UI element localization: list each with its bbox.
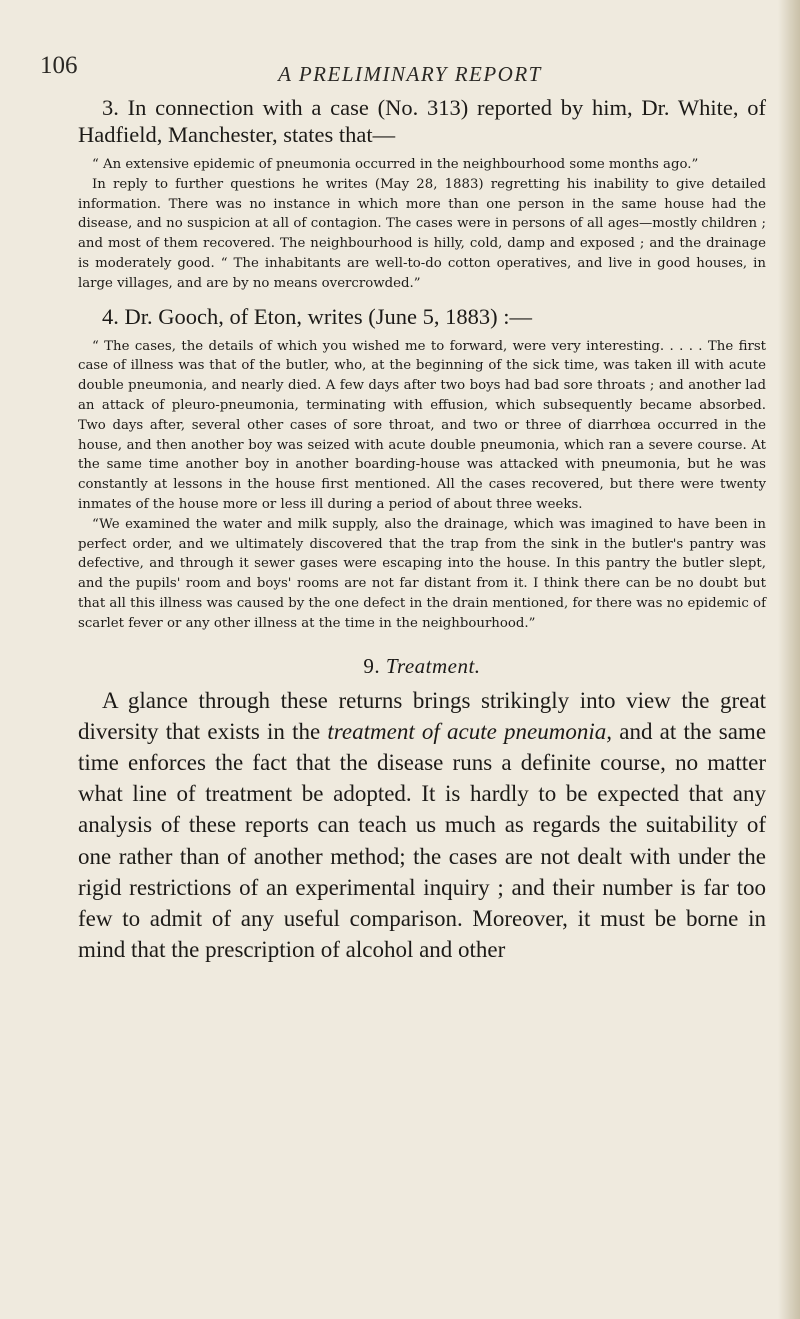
section-title: Treatment.	[385, 653, 481, 678]
item-4-quote-2: “We examined the water and milk supply, also the drainage, which was imagined to have been in perfect order, and we ultimately discovered that the trap from the sink in the butler's pantry was defective, and through it sewer gases were escaping into the house. In this pantry the butler slept, and the pupils' room and boys' rooms are not far distant from it. I think there can be no doubt but that all this illness was caused by the one defect in the drain mentioned, for there was no epidemic of scarlet fever or any other illness at the time in the neighbourhood.”	[78, 516, 766, 631]
treatment-emphasis: treatment of acute pneumonia,	[327, 718, 613, 744]
treatment-paragraph	[78, 685, 766, 966]
page-edge-shadow	[778, 0, 800, 1319]
running-head: A PRELIMINARY REPORT	[278, 62, 542, 86]
page-header	[40, 52, 780, 92]
page-body	[78, 94, 766, 965]
item-4-quote-1: “ The cases, the details of which you wished me to forward, were very interesting. . . . . The first case of illness was that of the butler, who, at the beginning of the sick time, was taken ill with acute double pneumonia, and nearly died. A few days after two boys had bad sore throats ; and another lad an attack of pleuro-pneumonia, terminating with effusion, which subsequently became absorbed. Two days after, several other cases of sore throat, and two or three of diarrhœa occurred in the house, and then another boy was seized with acute double pneumonia, which ran a severe course. At the same time another boy in another boarding-house was attacked with pneumonia, but he was constantly at lessons in the house first mentioned. All the cases recovered, but there were twenty inmates of the house more or less ill during a period of about three weeks.	[78, 338, 766, 512]
item-3-intro: 3. In connection with a case (No. 313) reported by him, Dr. White, of Hadfield, Manchester, states that—	[78, 95, 766, 147]
section-number: 9.	[363, 653, 381, 678]
section-heading	[78, 654, 766, 679]
treatment-text-part-1: A glance through these returns brings strikingly into view the great diversity that exists in the	[78, 687, 766, 744]
page-number: 106	[40, 52, 78, 79]
item-3-quote-2: In reply to further questions he writes (May 28, 1883) regretting his inability to give detailed information. There was no instance in which more than one person in the same house had the disease, and no suspicion at all of contagion. The cases were in persons of all ages—mostly children ; and most of them recovered. The neighbourhood is hilly, cold, damp and exposed ; and the drainage is moderately good. “ The inhabitants are well-to-do cotton operatives, and live in good houses, in large villages, and are by no means overcrowded.”	[78, 176, 766, 291]
treatment-text-part-2: and at the same time enforces the fact that the disease runs a definite course, no matter what line of treatment be adopted. It is hardly to be expected that any analysis of these reports can teach us much as regards the suitability of one rather than of another method; the cases are not dealt with under the rigid restrictions of an experimental inquiry ; and their number is far too few to admit of any useful comparison. Moreover, it must be borne in mind that the prescription of alcohol and other	[78, 718, 767, 963]
item-4-intro: 4. Dr. Gooch, of Eton, writes (June 5, 1883) :—	[102, 303, 532, 329]
item-3-quote-1: “ An extensive epidemic of pneumonia occurred in the neighbourhood some months ago.”	[92, 157, 699, 172]
